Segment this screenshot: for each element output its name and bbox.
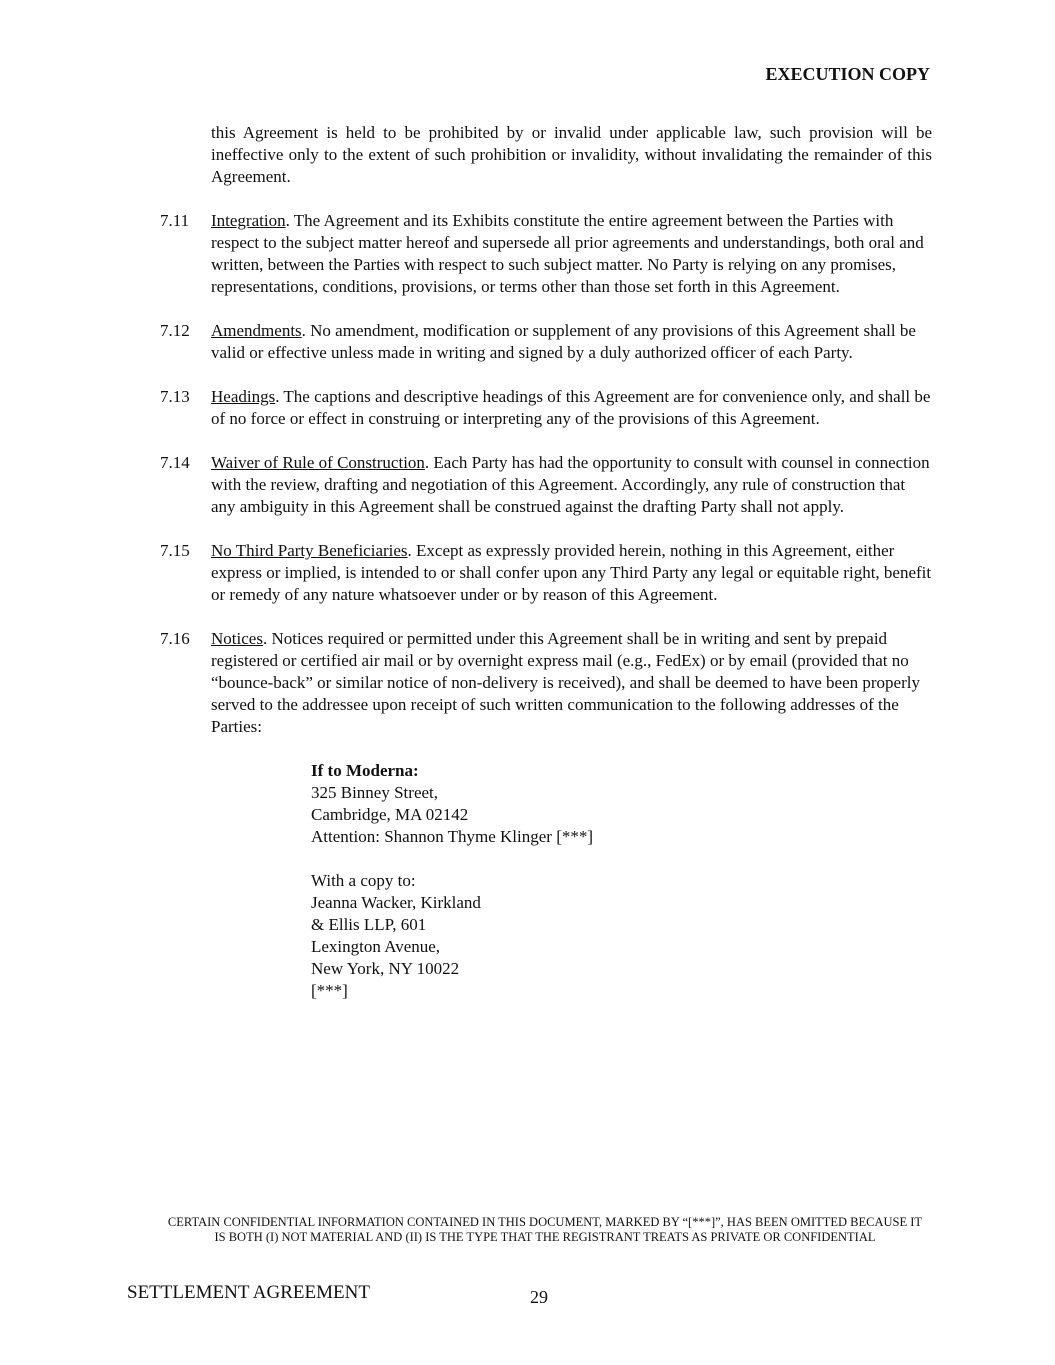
execution-copy-header: EXECUTION COPY — [765, 64, 930, 84]
section-number: 7.13 — [160, 387, 190, 406]
section-title: No Third Party Beneficiaries — [211, 541, 408, 560]
address-spacer — [311, 848, 651, 870]
copy-heading: With a copy to: — [311, 871, 416, 890]
address-line: 325 Binney Street, — [311, 783, 439, 802]
confidentiality-notice — [100, 1215, 990, 1245]
address-heading: If to Moderna: — [311, 761, 419, 780]
copy-line: Lexington Avenue, — [311, 937, 441, 956]
address-line: Attention: Shannon Thyme Klinger [***] — [311, 827, 594, 846]
section-7-13 — [160, 386, 932, 430]
section-7-14 — [160, 452, 932, 518]
section-title: Integration — [211, 211, 286, 230]
copy-line: Jeanna Wacker, Kirkland — [311, 893, 481, 912]
continuation-paragraph: this Agreement is held to be prohibited by or invalid under applicable law, such provision will be ineffective only to the extent of such prohibition or invalidity, without invalidating the remainder of this Agreement. — [211, 123, 932, 186]
section-text: . The Agreement and its Exhibits constitute the entire agreement between the Parties with respect to the subject matter hereof and supersede all prior agreements and understandings, both oral and written, between the Parties with respect to such subject matter. No Party is relying on any promises, representations, conditions, provisions, or terms other than those set forth in this Agreement. — [211, 211, 924, 296]
section-number: 7.14 — [160, 453, 190, 472]
section-text: . The captions and descriptive headings of this Agreement are for convenience only, and shall be of no force or effect in construing or interpreting any of the provisions of this Agreement. — [211, 387, 931, 428]
copy-line: [***] — [311, 981, 348, 1000]
section-text: . Each Party has had the opportunity to consult with counsel in connection with the review, drafting and negotiation of this Agreement. Accordingly, any rule of construction that any ambiguity in this Agreement shall be construed against the drafting Party shall not apply. — [211, 453, 930, 516]
confidentiality-line: CERTAIN CONFIDENTIAL INFORMATION CONTAINED IN THIS DOCUMENT, MARKED BY “[***]”, HAS BEEN OMITTED BECAUSE IT — [167, 1215, 923, 1229]
confidentiality-line: IS BOTH (I) NOT MATERIAL AND (II) IS THE TYPE THAT THE REGISTRANT TREATS AS PRIVATE OR CONFIDENTIAL — [214, 1230, 876, 1244]
section-content — [211, 210, 932, 298]
moderna-address-block — [311, 760, 651, 1002]
section-7-11 — [160, 210, 932, 298]
section-title: Waiver of Rule of Construction — [211, 453, 425, 472]
page-number: 29 — [530, 1287, 548, 1307]
section-content — [211, 320, 932, 364]
document-title-footer: SETTLEMENT AGREEMENT — [127, 1282, 370, 1303]
section-title: Amendments — [211, 321, 302, 340]
document-body — [160, 122, 932, 1002]
section-content — [211, 628, 932, 738]
section-content — [211, 386, 932, 430]
section-number: 7.11 — [160, 211, 190, 230]
section-number: 7.16 — [160, 629, 190, 648]
copy-line: & Ellis LLP, 601 — [311, 915, 427, 934]
address-line: Cambridge, MA 02142 — [311, 805, 469, 824]
copy-line: New York, NY 10022 — [311, 959, 460, 978]
section-title: Headings — [211, 387, 276, 406]
section-number: 7.15 — [160, 541, 190, 560]
section-7-15 — [160, 540, 932, 606]
section-title: Notices — [211, 629, 263, 648]
section-content — [211, 452, 932, 518]
section-text: . Notices required or permitted under this Agreement shall be in writing and sent by prepaid registered or certified air mail or by overnight express mail (e.g., FedEx) or by email (provided that no “bounce-back” or similar notice of non-delivery is received), and shall be deemed to have been properly served to the addressee upon receipt of such written communication to the following addresses of the Parties: — [211, 629, 920, 736]
section-7-12 — [160, 320, 932, 364]
section-text: . Except as expressly provided herein, nothing in this Agreement, either express or implied, is intended to or shall confer upon any Third Party any legal or equitable right, benefit or remedy of any nature whatsoever under or by reason of this Agreement. — [211, 541, 932, 604]
section-7-16 — [160, 628, 932, 738]
section-content — [211, 540, 932, 606]
section-text: . No amendment, modification or supplement of any provisions of this Agreement shall be valid or effective unless made in writing and signed by a duly authorized officer of each Party. — [211, 321, 916, 362]
section-number: 7.12 — [160, 321, 190, 340]
